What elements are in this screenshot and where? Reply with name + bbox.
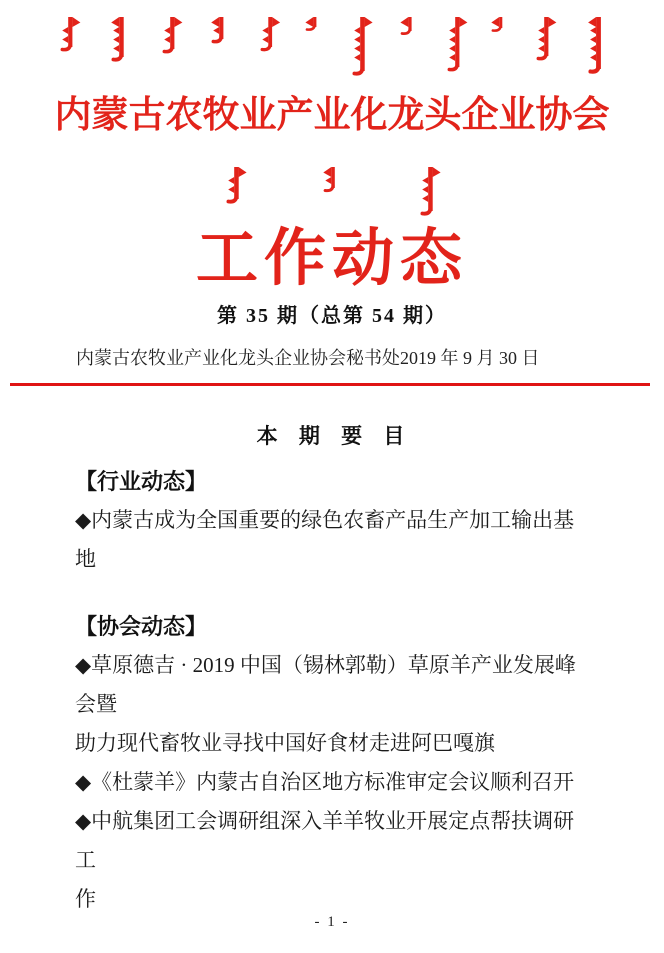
mongolian-script-word bbox=[492, 16, 508, 33]
mongolian-script-word bbox=[257, 16, 281, 52]
association-name: 内蒙古农牧业产业化龙头企业协会 bbox=[54, 95, 610, 136]
toc-heading: 本 期 要 目 bbox=[256, 424, 413, 448]
page-number: - 1 - bbox=[314, 914, 350, 930]
publisher-name: 内蒙古农牧业产业化龙头企业协会秘书处 bbox=[76, 348, 400, 368]
toc-item-line: ◆内蒙古成为全国重要的绿色农畜产品生产加工输出基地 bbox=[75, 508, 575, 571]
red-divider-rule bbox=[10, 383, 650, 386]
table-of-contents bbox=[75, 420, 594, 919]
mongolian-script-word bbox=[532, 16, 558, 61]
publisher-line bbox=[76, 344, 540, 370]
issue-number: 第 35 期（总第 54 期） bbox=[217, 305, 447, 327]
section-title-industry: 【行业动态】 bbox=[75, 469, 208, 494]
toc-item-line: ◆中航集团工会调研组深入羊羊牧业开展定点帮扶调研工 bbox=[75, 809, 575, 872]
mongolian-script-word bbox=[106, 16, 134, 62]
mongolian-script-word bbox=[305, 16, 323, 32]
mongolian-script-word bbox=[582, 16, 612, 74]
mongolian-script-word bbox=[347, 16, 375, 76]
toc-item-line: ◆《杜蒙羊》内蒙古自治区地方标准审定会议顺利召开 bbox=[75, 770, 575, 794]
bulletin-title: 工作动态 bbox=[195, 225, 468, 293]
mongolian-script-word bbox=[399, 16, 419, 36]
mongolian-script-word bbox=[321, 166, 343, 193]
section-title-association: 【协会动态】 bbox=[75, 614, 208, 639]
mongolian-script-word bbox=[56, 16, 82, 52]
mongolian-script-word bbox=[443, 16, 469, 72]
toc-item-line: 作 bbox=[75, 887, 96, 911]
mongolian-script-banner bbox=[56, 16, 612, 76]
mongolian-script-word bbox=[221, 166, 249, 204]
mongolian-script-word bbox=[158, 16, 184, 54]
toc-item-line: ◆草原德吉 · 2019 中国（锡林郭勒）草原羊产业发展峰会暨 bbox=[75, 653, 576, 716]
toc-item-line: 助力现代畜牧业寻找中国好食材走进阿巴嘎旗 bbox=[75, 731, 495, 755]
mongolian-script-word bbox=[207, 16, 233, 44]
publish-date: 2019 年 9 月 30 日 bbox=[400, 348, 540, 368]
